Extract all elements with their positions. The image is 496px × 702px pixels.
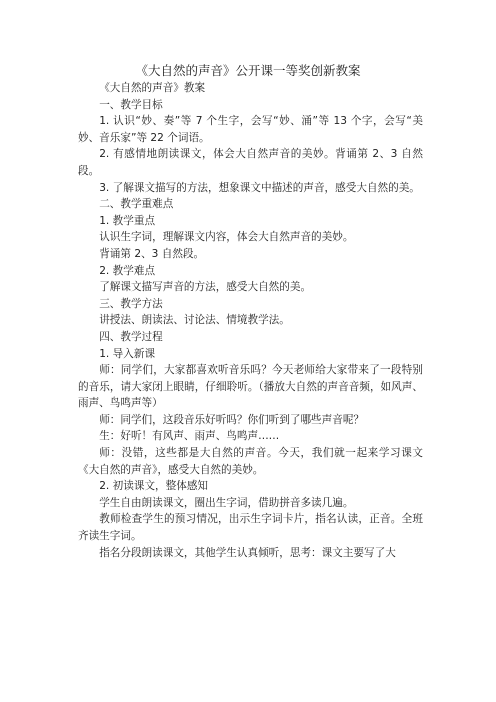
paragraph: 师：没错，这些都是大自然的声音。今天，我们就一起来学习课文《大自然的声音》，感受大自然的美妙。 bbox=[78, 447, 423, 476]
paragraph: 2. 有感情地朗读课文，体会大自然声音的美妙。背诵第 2、3 自然段。 bbox=[78, 148, 423, 177]
paragraph: 生：好听！有风声、雨声、鸟鸣声…… bbox=[99, 430, 280, 443]
section-heading: 三、教学方法 bbox=[99, 297, 163, 310]
paragraph: 1. 认识“妙、奏”等 7 个生字，会写“妙、涌”等 13 个字，会写“美妙、音乐家”等 22 个词语。 bbox=[78, 115, 423, 144]
subsection-heading: 2. 初读课文，整体感知 bbox=[99, 480, 209, 493]
section-heading: 二、教学重难点 bbox=[99, 198, 174, 211]
paragraph: 3. 了解课文描写的方法，想象课文中描述的声音，感受大自然的美。 bbox=[99, 181, 420, 194]
paragraph: 指名分段朗读课文，其他学生认真倾听，思考：课文主要写了大 bbox=[99, 546, 396, 559]
paragraph: 《大自然的声音》教案 bbox=[99, 82, 206, 94]
paragraph: 讲授法、朗读法、讨论法、情境教学法。 bbox=[99, 314, 290, 327]
section-heading: 四、教学过程 bbox=[99, 330, 163, 343]
paragraph: 了解课文描写声音的方法，感受大自然的美。 bbox=[99, 281, 312, 294]
subsection-heading: 2. 教学难点 bbox=[99, 264, 156, 277]
document-title: 《大自然的声音》公开课一等奖创新教案 bbox=[135, 63, 361, 78]
paragraph: 认识生字词，理解课文内容，体会大自然声音的美妙。 bbox=[99, 231, 354, 244]
paragraph: 师：同学们，这段音乐好听吗？你们听到了哪些声音呢？ bbox=[99, 413, 365, 426]
paragraph: 教师检查学生的预习情况，出示生字词卡片，指名认读，正音。全班齐读生字词。 bbox=[78, 513, 423, 543]
paragraph: 背诵第 2、3 自然段。 bbox=[99, 247, 205, 260]
document-body bbox=[78, 80, 423, 561]
paragraph: 学生自由朗读课文，圈出生字词，借助拼音多读几遍。 bbox=[99, 496, 354, 509]
section-heading: 一、教学目标 bbox=[99, 98, 163, 111]
paragraph: 师：同学们，大家都喜欢听音乐吗？今天老师给大家带来了一段特别的音乐，请大家闭上眼睛，仔细聆听。（播放大自然的声音音频，如风声、雨声、鸟鸣声等） bbox=[78, 364, 423, 410]
subsection-heading: 1. 教学重点 bbox=[99, 214, 156, 227]
subsection-heading: 1. 导入新课 bbox=[99, 347, 156, 360]
